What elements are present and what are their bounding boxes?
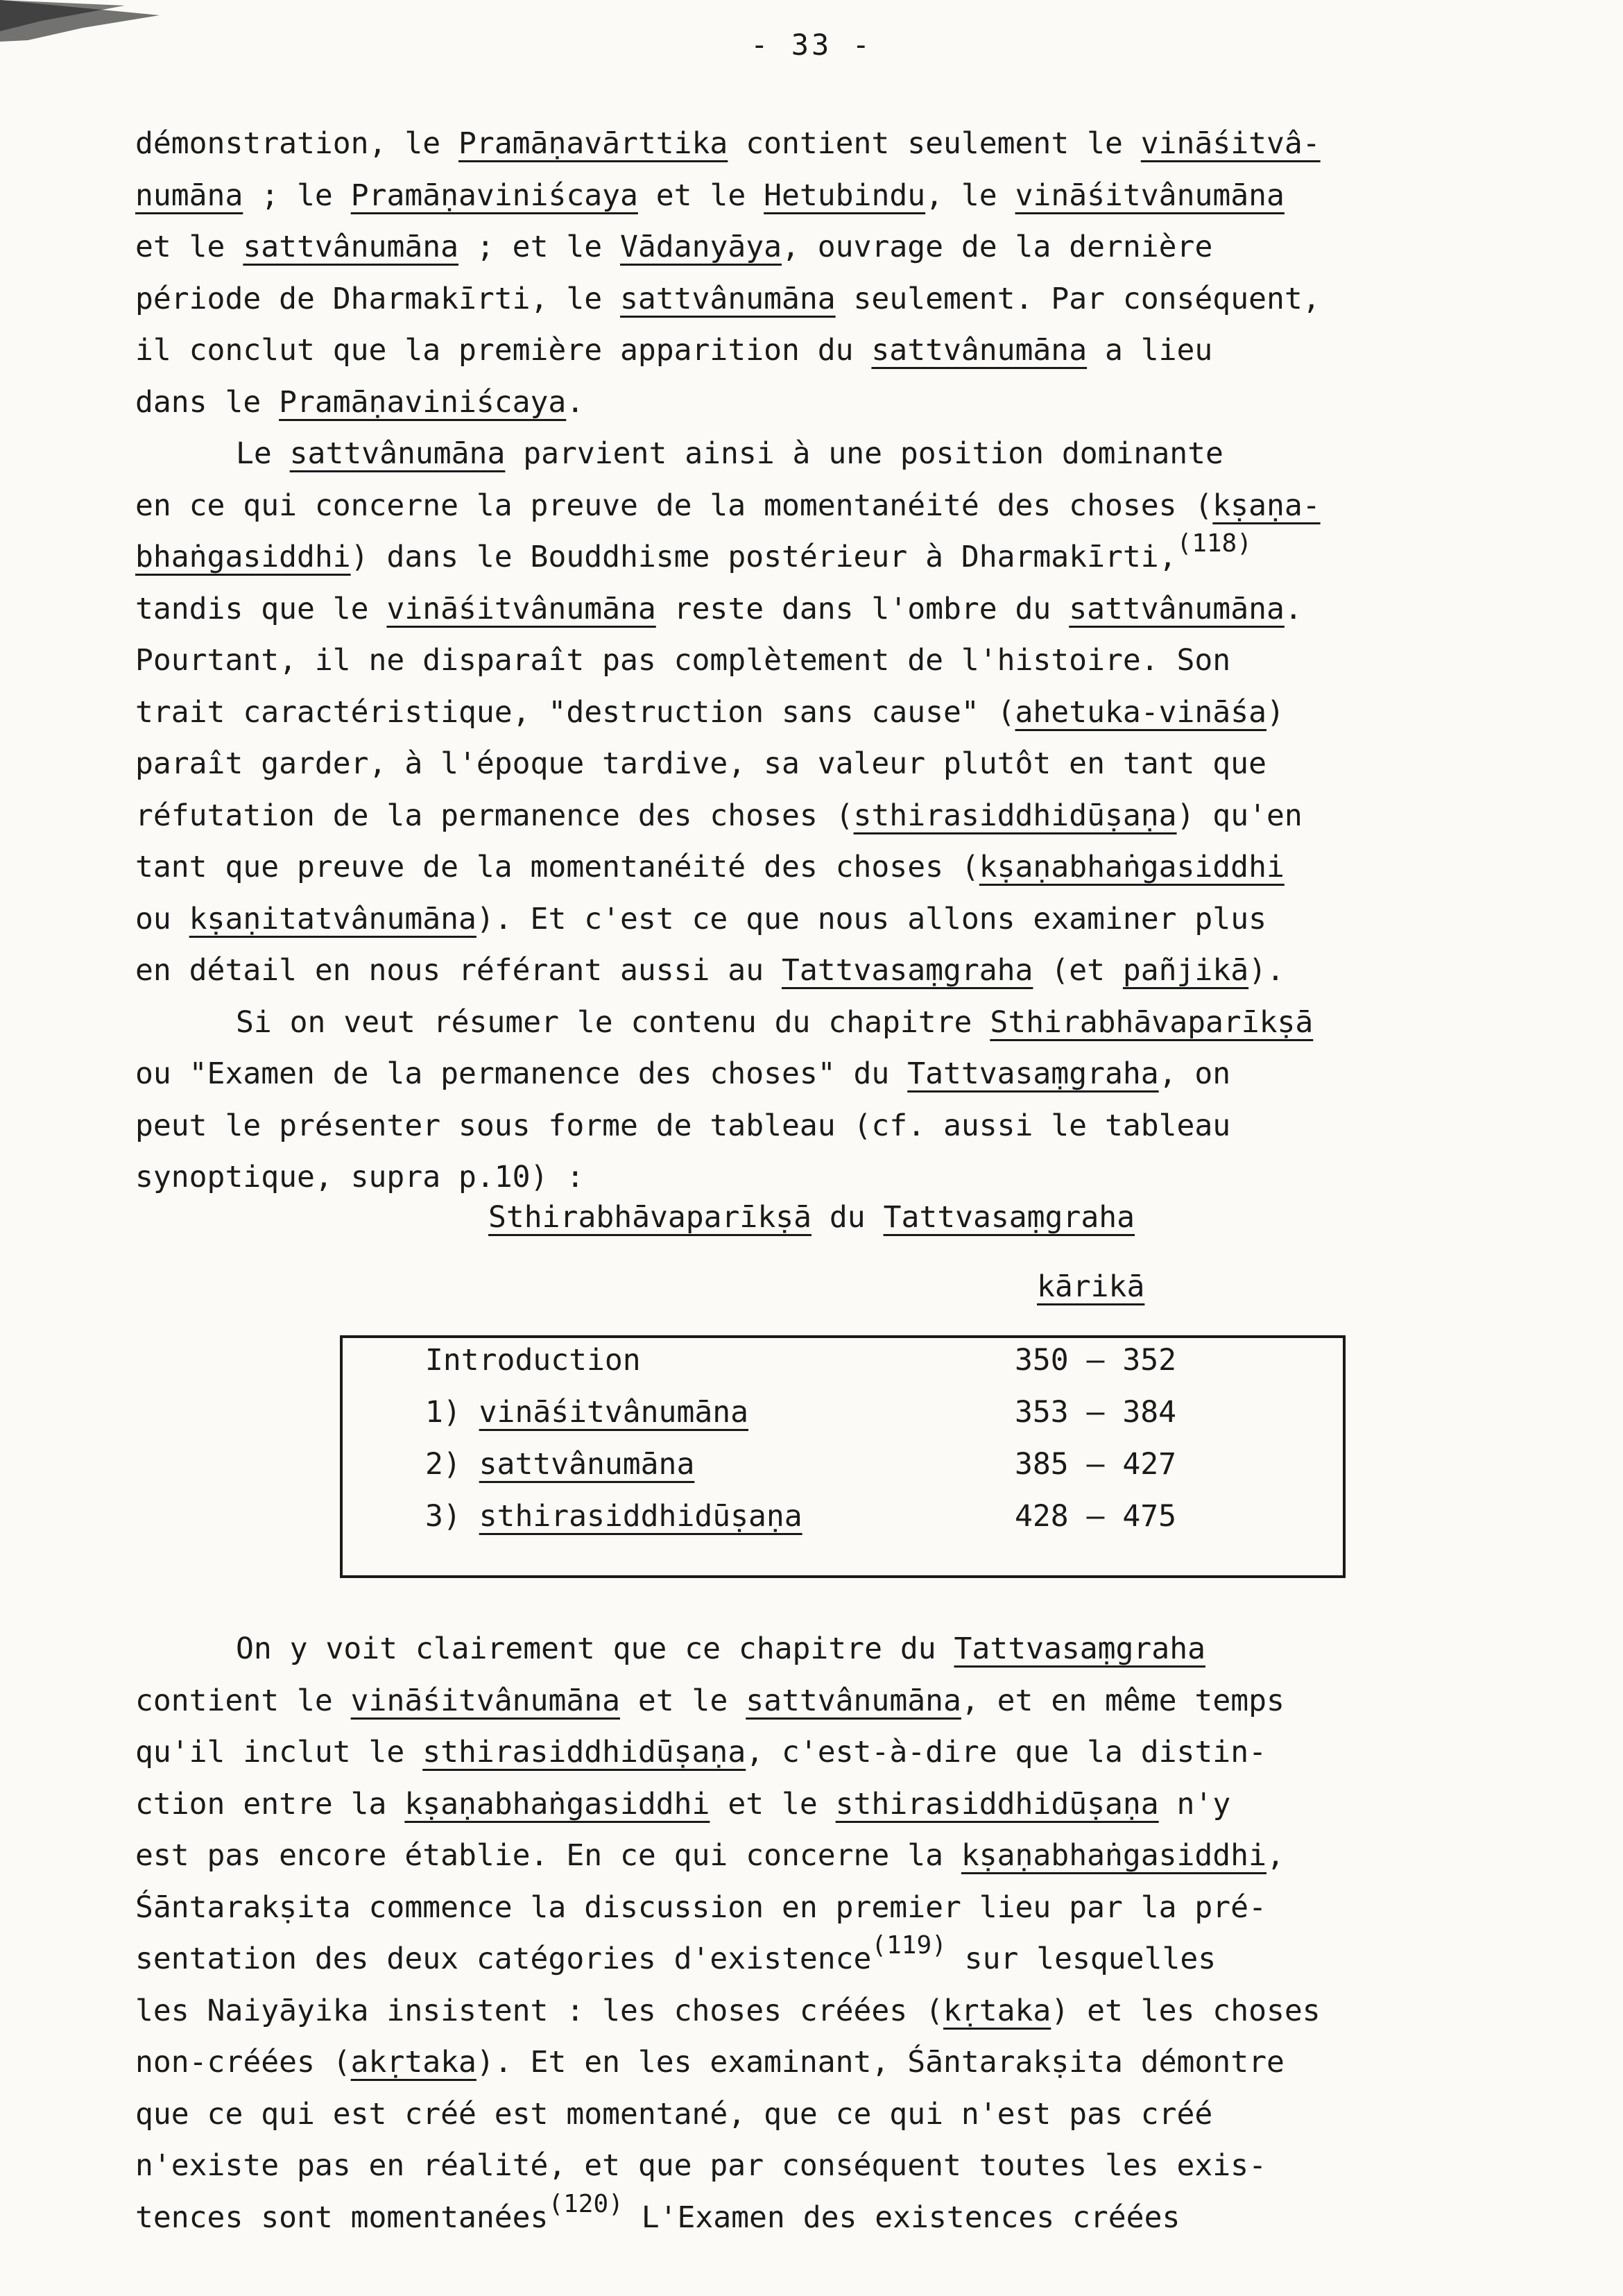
text-line — [135, 2089, 1509, 2141]
text-run: . — [566, 384, 585, 420]
text-run: sur lesquelles — [946, 1942, 1217, 1976]
sanskrit-term: vināśitvâ- — [1140, 126, 1321, 161]
row-karika-range: 353 – 384 — [1015, 1395, 1176, 1430]
text-run: , et en même temps — [961, 1683, 1285, 1718]
text-run: ) qu'en — [1176, 798, 1303, 833]
text-run: reste dans l'ombre du — [655, 591, 1070, 626]
text-run: , c'est-à-dire que la distin- — [746, 1735, 1266, 1770]
sanskrit-term: Pramāṇavārttika — [458, 126, 728, 161]
text-run: tant que preuve de la momentanéité des choses ( — [135, 850, 979, 884]
row-karika-range: 428 – 475 — [1015, 1499, 1176, 1534]
sanskrit-term: Pramāṇaviniścaya — [279, 384, 567, 420]
text-line — [135, 118, 1509, 170]
text-line — [135, 583, 1509, 635]
text-run: sentation des deux catégories d'existence — [135, 1942, 872, 1976]
text-line — [135, 531, 1509, 583]
text-line — [135, 2037, 1509, 2089]
text-run: ) — [1266, 694, 1285, 730]
text-run: Śāntarakṣita commence la discussion en premier lieu par la pré- — [135, 1890, 1266, 1925]
text-line — [135, 480, 1509, 532]
sanskrit-term: Tattvasaṃgraha — [781, 953, 1033, 988]
row-label: Introduction — [425, 1343, 641, 1378]
text-run: On y voit clairement que ce chapitre du — [236, 1631, 954, 1666]
text-run: non-créées ( — [135, 2045, 351, 2080]
sanskrit-term: sattvânumāna — [871, 333, 1088, 368]
text-run: que ce qui est créé est momentané, que ce qui n'est pas créé — [135, 2096, 1213, 2132]
text-run: ). Et c'est ce que nous allons examiner plus — [476, 901, 1266, 936]
text-run: Si on veut résumer le contenu du chapitre — [236, 1004, 990, 1040]
text-run: période de Dharmakīrti, le — [135, 281, 620, 316]
text-line — [135, 945, 1509, 997]
text-line — [135, 1882, 1509, 1934]
text-run: ; et le — [458, 230, 621, 264]
table-title-chapter: Sthirabhāvaparīkṣā — [488, 1200, 812, 1235]
table-row — [425, 1447, 1176, 1482]
sanskrit-term: sthirasiddhidūṣaṇa — [835, 1786, 1159, 1822]
sanskrit-term: sattvânumāna — [746, 1683, 961, 1718]
text-line — [135, 2189, 1509, 2244]
text-run: en détail en nous référant aussi au — [135, 953, 782, 988]
sanskrit-term: kṣaṇabhaṅgasiddhi — [404, 1786, 710, 1822]
text-line — [135, 997, 1509, 1049]
sanskrit-term: sattvânumāna — [289, 436, 506, 471]
sanskrit-term: kṛtaka — [943, 1993, 1051, 2028]
row-label: vināśitvânumāna — [479, 1395, 748, 1430]
text-line — [135, 428, 1509, 480]
summary-table — [340, 1335, 1346, 1578]
text-line — [135, 1727, 1509, 1779]
text-line — [135, 1048, 1509, 1100]
text-run: il conclut que la première apparition du — [135, 333, 872, 368]
page-number: - 33 - — [750, 28, 873, 62]
text-run: tandis que le — [135, 591, 387, 626]
text-line — [135, 2140, 1509, 2192]
sanskrit-term: kṣaṇabhaṅgasiddhi — [961, 1838, 1266, 1873]
text-run: , — [1266, 1838, 1285, 1873]
text-line — [135, 377, 1509, 429]
text-run: et le — [637, 178, 764, 213]
sanskrit-term: akṛtaka — [350, 2045, 476, 2080]
text-run: ou — [135, 901, 189, 936]
text-line — [135, 790, 1509, 842]
text-line — [135, 1623, 1509, 1675]
row-karika-range: 385 – 427 — [1015, 1447, 1176, 1482]
text-run: dans le — [135, 384, 280, 420]
text-run: démonstration, le — [135, 126, 458, 161]
text-run: les Naiyāyika insistent : les choses créées ( — [135, 1993, 943, 2028]
text-run: et le — [620, 1683, 746, 1718]
text-run: trait caractéristique, "destruction sans cause" ( — [135, 694, 1015, 730]
text-run: . — [1284, 591, 1303, 626]
text-run: ou "Examen de la permanence des choses" du — [135, 1056, 908, 1091]
row-number: 1) — [425, 1395, 479, 1430]
text-run: peut le présenter sous forme de tableau (cf. aussi le tableau — [135, 1108, 1231, 1143]
text-run: (et — [1033, 953, 1123, 988]
text-run: L'Examen des existences créées — [623, 2200, 1180, 2235]
text-run: paraît garder, à l'époque tardive, sa valeur plutôt en tant que — [135, 746, 1266, 781]
text-line — [135, 1933, 1509, 1985]
sanskrit-term: vināśitvânumāna — [1015, 178, 1285, 213]
text-line — [135, 170, 1509, 222]
text-line — [135, 1100, 1509, 1152]
text-line — [135, 325, 1509, 377]
text-line — [135, 1151, 1509, 1203]
sanskrit-term: bhaṅgasiddhi — [135, 540, 351, 574]
text-line — [135, 738, 1509, 790]
karika-column-header: kārikā — [1037, 1269, 1145, 1304]
table-row — [425, 1499, 1176, 1534]
sanskrit-term: vināśitvânumāna — [350, 1683, 620, 1718]
text-line — [135, 273, 1509, 325]
text-run: ; le — [243, 178, 351, 213]
text-line — [135, 221, 1509, 273]
sanskrit-term: kṣaṇa- — [1212, 488, 1321, 523]
sanskrit-term: numāna — [135, 178, 243, 213]
sanskrit-term: Sthirabhāvaparīkṣā — [990, 1004, 1314, 1040]
text-run: ) dans le Bouddhisme postérieur à Dharmakīrti, — [350, 540, 1177, 574]
text-run: Le — [236, 436, 290, 471]
row-label: sthirasiddhidūṣaṇa — [479, 1499, 802, 1534]
sanskrit-term: pañjikā — [1122, 953, 1249, 988]
text-run: , ouvrage de la dernière — [782, 230, 1213, 264]
text-line — [135, 1779, 1509, 1831]
text-run: parvient ainsi à une position dominante — [505, 436, 1223, 471]
sanskrit-term: vināśitvânumāna — [386, 591, 656, 626]
table-title-work: Tattvasaṃgraha — [883, 1200, 1135, 1235]
row-karika-range: 350 – 352 — [1015, 1343, 1176, 1378]
text-run: ). Et en les examinant, Śāntarakṣita démontre — [476, 2045, 1285, 2080]
text-run: est pas encore établie. En ce qui concerne la — [135, 1838, 961, 1873]
sanskrit-term: kṣaṇitatvânumāna — [189, 901, 476, 936]
text-run: et le — [710, 1786, 836, 1822]
table-title-connector: du — [812, 1200, 884, 1235]
text-run: synoptique, supra p.10) : — [135, 1160, 585, 1194]
footnote-ref: (120) — [548, 2189, 624, 2218]
text-run: Pourtant, il ne disparaît pas complètement de l'histoire. Son — [135, 643, 1231, 678]
text-line — [135, 893, 1509, 945]
text-run: ction entre la — [135, 1786, 405, 1822]
text-line — [135, 635, 1509, 687]
sanskrit-term: sattvânumāna — [243, 230, 459, 264]
text-run: n'existe pas en réalité, et que par conséquent toutes les exis- — [135, 2148, 1266, 2183]
body-text-top — [135, 118, 1509, 1203]
body-text-bottom — [135, 1623, 1509, 2243]
text-run: et le — [135, 230, 243, 264]
text-run: , le — [925, 178, 1015, 213]
sanskrit-term: Hetubindu — [764, 178, 926, 213]
text-run: qu'il inclut le — [135, 1735, 423, 1770]
text-line — [135, 687, 1509, 739]
row-label: sattvânumāna — [479, 1447, 695, 1482]
text-run: , on — [1158, 1056, 1231, 1091]
table-title — [0, 1200, 1623, 1235]
text-run: en ce qui concerne la preuve de la momentanéité des choses ( — [135, 488, 1213, 523]
sanskrit-term: Tattvasaṃgraha — [907, 1056, 1159, 1091]
sanskrit-term: ahetuka-vināśa — [1015, 694, 1266, 730]
text-run: réfutation de la permanence des choses ( — [135, 798, 854, 833]
sanskrit-term: Tattvasaṃgraha — [954, 1631, 1205, 1666]
sanskrit-term: kṣaṇabhaṅgasiddhi — [979, 850, 1285, 884]
text-run: contient seulement le — [728, 126, 1141, 161]
sanskrit-term: sthirasiddhidūṣaṇa — [422, 1735, 746, 1770]
table-row — [425, 1343, 1176, 1378]
row-number: 2) — [425, 1447, 479, 1482]
sanskrit-term: sattvânumāna — [619, 281, 836, 316]
sanskrit-term: sthirasiddhidūṣaṇa — [853, 798, 1177, 833]
text-line — [135, 841, 1509, 893]
footnote-ref: (119) — [871, 1931, 947, 1960]
text-run: seulement. Par conséquent, — [835, 281, 1321, 316]
text-run: tences sont momentanées — [135, 2200, 549, 2235]
text-line — [135, 1830, 1509, 1882]
text-run: contient le — [135, 1683, 351, 1718]
text-run: ). — [1248, 953, 1285, 988]
row-number: 3) — [425, 1499, 479, 1534]
text-line — [135, 1675, 1509, 1727]
text-run: n'y — [1158, 1786, 1231, 1822]
table-row — [425, 1395, 1176, 1430]
footnote-ref: (118) — [1176, 529, 1252, 558]
sanskrit-term: sattvânumāna — [1069, 591, 1285, 626]
text-run: a lieu — [1087, 333, 1213, 368]
text-line — [135, 1985, 1509, 2037]
text-run: ) et les choses — [1051, 1993, 1321, 2028]
sanskrit-term: Pramāṇaviniścaya — [350, 178, 638, 213]
sanskrit-term: Vādanyāya — [620, 230, 782, 264]
